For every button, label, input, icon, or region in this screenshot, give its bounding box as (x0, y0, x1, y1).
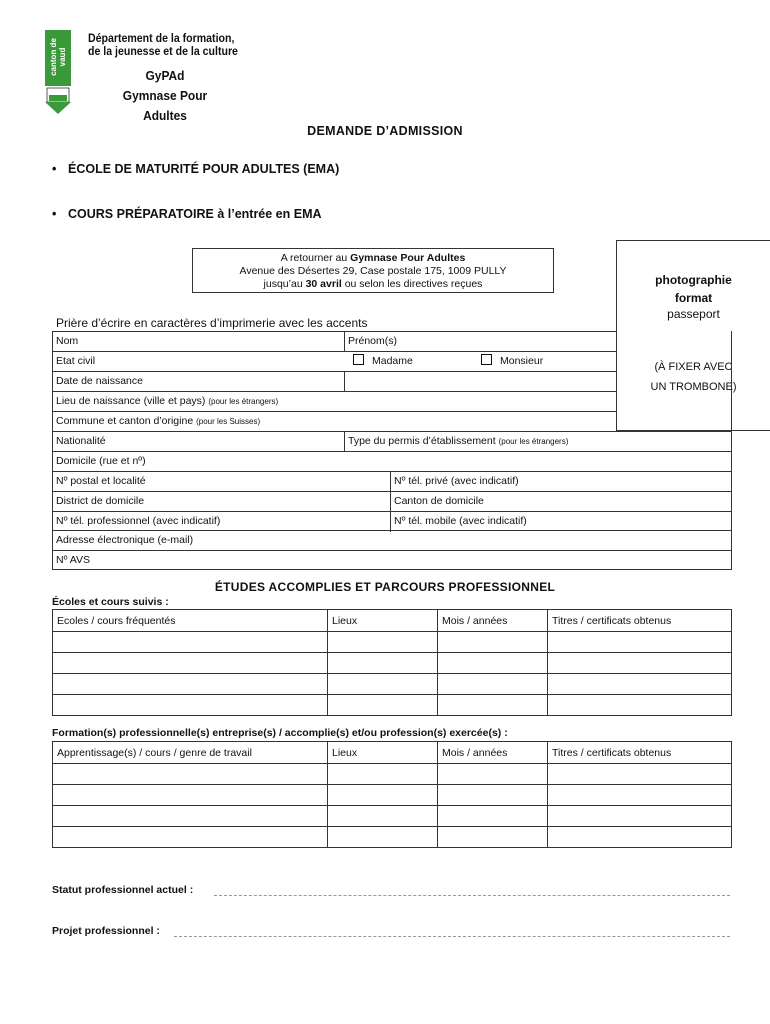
org-long: Gymnase Pour Adultes (122, 88, 208, 123)
madame-checkbox[interactable]: Madame (349, 352, 413, 372)
table-row[interactable] (53, 695, 732, 716)
table-row[interactable] (53, 764, 732, 785)
row-nom (52, 331, 617, 351)
table-row[interactable] (53, 674, 732, 695)
row-domicile (52, 451, 732, 471)
projet-label: Projet professionnel : (52, 925, 160, 937)
row-postal (52, 471, 732, 491)
canton-logo (45, 30, 71, 114)
col-titres: Titres / certificats obtenus (548, 742, 732, 764)
section-title-etudes: ÉTUDES ACCOMPLIES ET PARCOURS PROFESSIONNEL (214, 580, 556, 594)
tel-prive-field[interactable]: Nº tél. privé (avec indicatif) (394, 475, 519, 487)
ecoles-table (52, 609, 732, 716)
row-etat-civil (52, 351, 617, 371)
monsieur-checkbox[interactable]: Monsieur (477, 352, 543, 372)
return-address-box: A retourner au Gymnase Pour Adultes Avenue des Désertes 29, Case postale 175, 1009 PULLY jusqu’au 30 avril ou selon les directives reçues (192, 248, 554, 293)
table-row[interactable] (53, 653, 732, 674)
dept-line-1: Département de la formation, (88, 33, 235, 45)
row-tel-pro (52, 511, 732, 531)
print-instruction: Prière d’écrire en caractères d’imprimerie avec les accents (56, 316, 368, 330)
col-mois: Mois / années (438, 742, 548, 764)
row-email (52, 530, 732, 550)
col-ecoles: Ecoles / cours fréquentés (53, 610, 328, 632)
organization (110, 66, 220, 126)
ecoles-label: Écoles et cours suivis : (52, 596, 169, 608)
commune-field[interactable]: Commune et canton d’origine (pour les Suisses) (56, 415, 261, 427)
date-naissance-field[interactable]: Date de naissance (56, 375, 143, 387)
photo-box[interactable]: photographie format passeport (À FIXER AVEC UN TROMBONE) (616, 240, 770, 431)
etat-civil-label: Etat civil (56, 355, 96, 367)
canton-domicile-field[interactable]: Canton de domicile (394, 495, 484, 507)
table-row[interactable] (53, 806, 732, 827)
nom-field[interactable]: Nom (56, 335, 79, 347)
row-district (52, 491, 732, 511)
table-row[interactable] (53, 827, 732, 848)
table-header-row (53, 610, 732, 632)
tel-pro-field[interactable]: Nº tél. professionnel (avec indicatif) (56, 515, 221, 527)
formation-table (52, 741, 732, 848)
col-apprentissage: Apprentissage(s) / cours / genre de travail (53, 742, 328, 764)
postal-field[interactable]: Nº postal et localité (56, 475, 146, 487)
row-date-naissance (52, 371, 617, 391)
row-commune (52, 411, 617, 431)
email-field[interactable]: Adresse électronique (e-mail) (56, 534, 194, 546)
page-title: DEMANDE D’ADMISSION (307, 124, 463, 138)
statut-input-line[interactable] (214, 895, 730, 896)
projet-input-line[interactable] (174, 936, 730, 937)
bullet-cours: • COURS PRÉPARATOIRE à l’entrée en EMA (52, 207, 322, 221)
table-row[interactable] (53, 785, 732, 806)
logo-text: canton de vaud (49, 38, 67, 76)
table-header-row (53, 742, 732, 764)
col-lieux: Lieux (328, 742, 438, 764)
col-titres: Titres / certificats obtenus (548, 610, 732, 632)
col-mois: Mois / années (438, 610, 548, 632)
department-name (88, 33, 238, 59)
statut-label: Statut professionnel actuel : (52, 884, 194, 896)
col-lieux: Lieux (328, 610, 438, 632)
row-nationalite (52, 431, 732, 451)
formation-label: Formation(s) professionnelle(s) entreprise(s) / accomplie(s) et/ou profession(s) exercée(s) : (52, 727, 508, 739)
prenom-field[interactable]: Prénom(s) (348, 335, 398, 347)
domicile-field[interactable]: Domicile (rue et nº) (56, 455, 146, 467)
org-short: GyPAd (145, 68, 185, 83)
district-field[interactable]: District de domicile (56, 495, 145, 507)
photo-label: photographie format (655, 273, 732, 305)
nationalite-field[interactable]: Nationalité (56, 435, 106, 447)
table-row[interactable] (53, 632, 732, 653)
photo-instructions: (À FIXER AVEC UN TROMBONE) (650, 361, 737, 393)
row-avs (52, 550, 732, 570)
lieu-naissance-field[interactable]: Lieu de naissance (ville et pays) (pour les étrangers) (56, 395, 279, 407)
dept-line-2: de la jeunesse et de la culture (88, 46, 238, 58)
tel-mobile-field[interactable]: Nº tél. mobile (avec indicatif) (394, 515, 527, 527)
row-lieu-naissance (52, 391, 617, 411)
bullet-ema: • ÉCOLE DE MATURITÉ POUR ADULTES (EMA) (52, 162, 340, 176)
permis-field[interactable]: Type du permis d’établissement (pour les étrangers) (348, 435, 569, 447)
avs-field[interactable]: Nº AVS (56, 554, 90, 566)
